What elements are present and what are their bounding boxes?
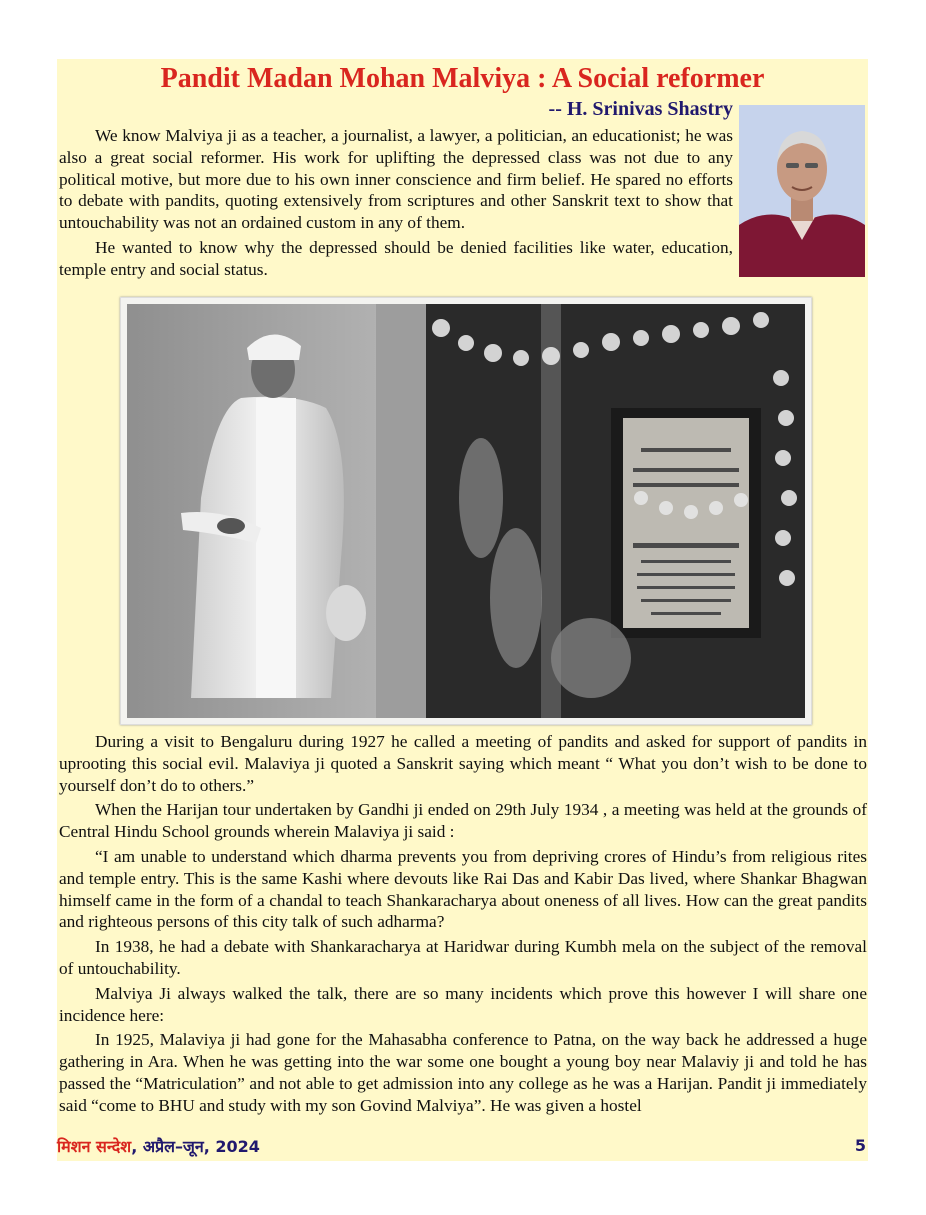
article-title: Pandit Madan Mohan Malviya : A Social reformer (160, 63, 765, 94)
body-paragraph-4: In 1938, he had a debate with Shankaracharya at Haridwar during Kumbh mela on the subject of the removal of untouchability. (59, 937, 867, 978)
intro-paragraph-1: We know Malviya ji as a teacher, a journalist, a lawyer, a politician, an educationist; he was also a great social reformer. His work for uplifting the depressed class was not due to any political motive, but more due to his own inner conscience and firm belief. He spared no efforts to debate with pandits, quoting extensively from scriptures and other Sanskrit text to show that untouchability was not an ordained custom in any of them. (59, 126, 733, 233)
intro-paragraph-2: He wanted to know why the depressed should be denied facilities like water, education, temple entry and social status. (59, 237, 733, 279)
magazine-page (57, 59, 868, 1161)
author-portrait (739, 105, 865, 277)
intro-text (59, 125, 733, 284)
body-paragraph-2: When the Harijan tour undertaken by Gandhi ji ended on 29th July 1934 , a meeting was held at the grounds of Central Hindu School grounds wherein Malaviya ji said : (59, 800, 867, 842)
article-author: -- H. Srinivas Shastry (548, 98, 733, 120)
footer-issue (57, 1135, 260, 1157)
historical-photo (120, 297, 812, 725)
footer-brand: मिशन सन्देश (57, 1137, 132, 1156)
historical-photo-image (121, 298, 811, 724)
body-paragraph-1: During a visit to Bengaluru during 1927 he called a meeting of pandits and asked for support of pandits in uprooting this social evil. Malaviya ji quoted a Sanskrit saying which meant “ What you don’t wish to be done to yourself don’t do to others.” (59, 732, 867, 795)
footer-issue-date: , अप्रैल–जून, 2024 (131, 1137, 260, 1156)
body-text (59, 731, 867, 1120)
body-paragraph-5: Malviya Ji always walked the talk, there are so many incidents which prove this however I will share one incidence here: (59, 983, 867, 1025)
page-number: 5 (854, 1136, 866, 1155)
author-portrait-image (739, 105, 865, 277)
body-paragraph-3: “I am unable to understand which dharma prevents you from depriving crores of Hindu’s from religious rites and temple entry. This is the same Kashi where devouts like Rai Das and Kabir Das lived, where Shankar Bhagwan himself came in the form of a chandal to teach Shankaracharya about oneness of all lives. How can the great pandits and righteous persons of this city talk of such adharma? (59, 846, 867, 932)
body-paragraph-6: In 1925, Malaviya ji had gone for the Mahasabha conference to Patna, on the way back he addressed a huge gathering in Ara. When he was getting into the war some one bought a young boy near Malaviy ji and told he has passed the “Matriculation” and not able to get admission into any college as he was a Harijan. Pandit ji immediately said “come to BHU and study with my son Govind Malviya”. He was given a hostel (59, 1030, 867, 1115)
